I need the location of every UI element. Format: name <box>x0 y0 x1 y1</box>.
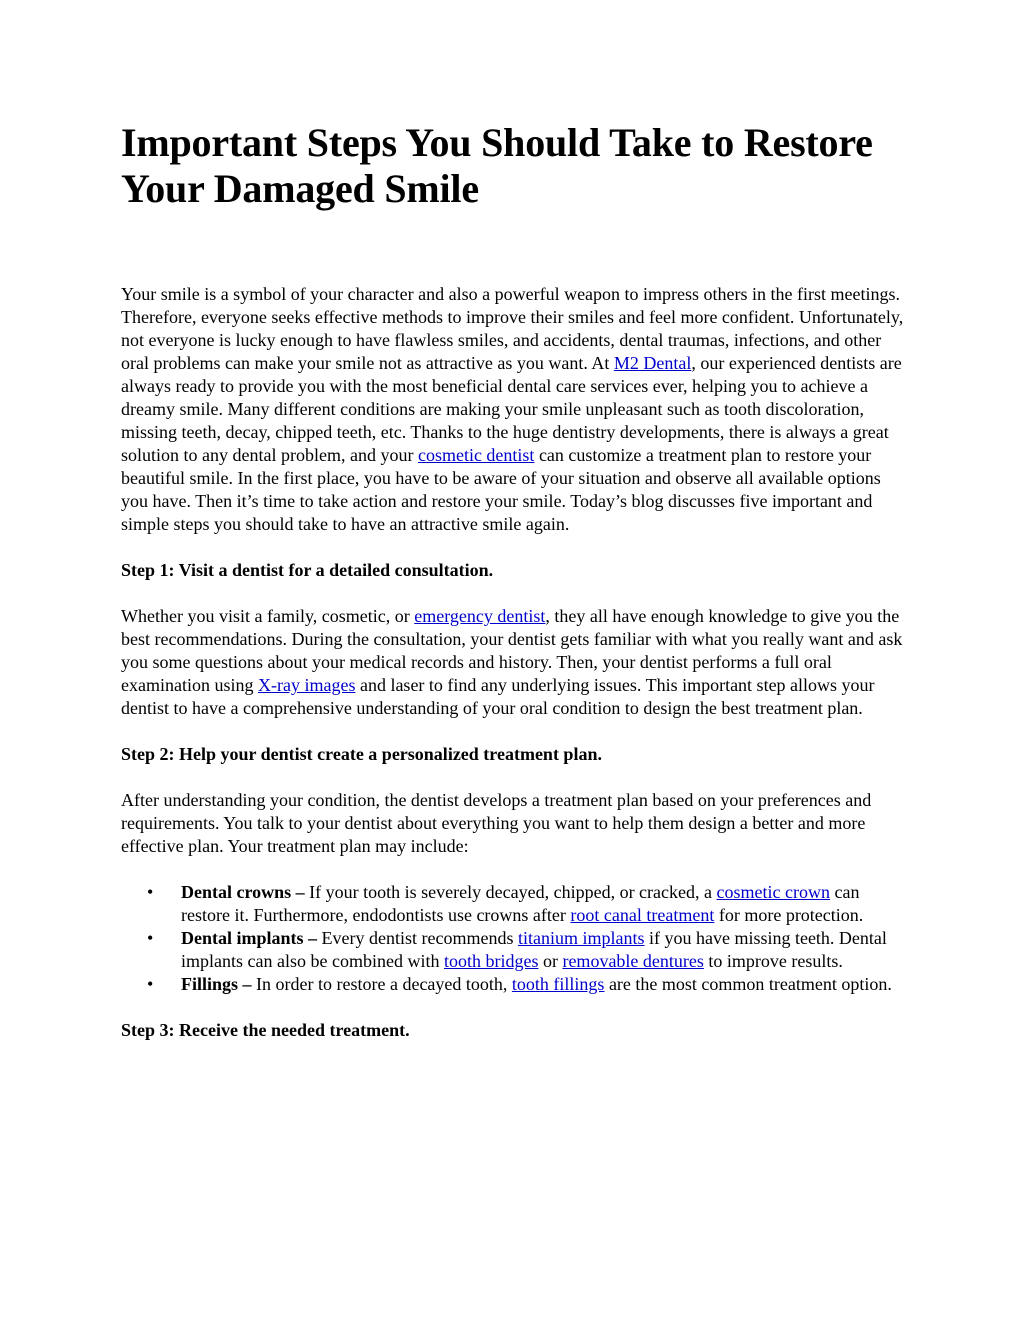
list-item-text: Every dentist recommends <box>317 928 518 948</box>
treatment-list <box>121 881 911 996</box>
tooth-bridges-link[interactable]: tooth bridges <box>443 951 539 971</box>
list-item-text: In order to restore a decayed tooth, <box>251 974 512 994</box>
intro-text-3: can customize a treatment plan to restore your beautiful smile. In the first place, you have to be aware of your situation and observe all available options you have. Then it’s time to take action and restore your smile. Today’s blog discusses five important and simple steps you should take to have an attractive smile again. <box>121 445 881 534</box>
step-1-text-1: Whether you visit a family, cosmetic, or <box>121 606 415 626</box>
cosmetic-dentist-link[interactable]: cosmetic dentist <box>417 445 535 465</box>
list-item-text: If your tooth is severely decayed, chipped, or cracked, a <box>304 882 717 902</box>
page-title: Important Steps You Should Take to Restore Your Damaged Smile <box>121 120 873 211</box>
intro-paragraph <box>121 283 911 536</box>
m2-dental-link[interactable]: M2 Dental <box>613 353 692 373</box>
list-item-text: for more protection. <box>714 905 864 925</box>
intro-text-1: Your smile is a symbol of your character and also a powerful weapon to impress others in the first meetings. Therefore, everyone seeks effective methods to improve their smiles and feel more confident. Unfortunately, not everyone is lucky enough to have flawless smiles, and accidents, dental traumas, infections, and other oral problems can make your smile not as attractive as you want. At <box>121 284 904 373</box>
step-2-paragraph: After understanding your condition, the dentist develops a treatment plan based on your preferences and requirements. You talk to your dentist about everything you want to help them design a better and more effective plan. Your treatment plan may include: <box>121 790 872 856</box>
list-item-text: to improve results. <box>703 951 843 971</box>
list-item-fillings <box>147 973 911 996</box>
list-item-dental-crowns <box>147 881 911 927</box>
step-2-heading: Step 2: Help your dentist create a personalized treatment plan. <box>121 744 602 764</box>
list-item-term: Fillings – <box>181 974 252 994</box>
list-item-text: can restore it. Furthermore, endodontists use crowns after <box>181 882 860 925</box>
removable-dentures-link[interactable]: removable dentures <box>562 951 704 971</box>
list-item-text: are the most common treatment option. <box>604 974 892 994</box>
list-item-text: if you have missing teeth. Dental implants can also be combined with <box>181 928 887 971</box>
step-1-text-3: and laser to find any underlying issues. This important step allows your dentist to have a comprehensive understanding of your oral condition to design the best treatment plan. <box>121 675 875 718</box>
intro-text-2: , our experienced dentists are always ready to provide you with the most beneficial dental care services ever, helping you to achieve a dreamy smile. Many different conditions are making your smile unpleasant such as tooth discoloration, missing teeth, decay, chipped teeth, etc. Thanks to the huge dentistry developments, there is always a great solution to any dental problem, and your <box>121 353 902 465</box>
bullet-icon: • <box>147 882 154 902</box>
list-item-term: Dental implants – <box>181 928 318 948</box>
titanium-implants-link[interactable]: titanium implants <box>517 928 645 948</box>
list-item-dental-implants <box>147 927 911 973</box>
x-ray-images-link[interactable]: X-ray images <box>257 675 356 695</box>
step-1-heading: Step 1: Visit a dentist for a detailed consultation. <box>121 560 494 580</box>
step-1-text-2: , they all have enough knowledge to give you the best recommendations. During the consultation, your dentist gets familiar with what you really want and ask you some questions about your medical records and history. Then, your dentist performs a full oral examination using <box>121 606 903 695</box>
root-canal-treatment-link[interactable]: root canal treatment <box>570 905 715 925</box>
list-item-term: Dental crowns – <box>181 882 305 902</box>
step-1-paragraph <box>121 605 911 720</box>
bullet-icon: • <box>147 928 154 948</box>
cosmetic-crown-link[interactable]: cosmetic crown <box>716 882 830 902</box>
article-body <box>121 283 911 1065</box>
step-3-heading: Step 3: Receive the needed treatment. <box>121 1020 410 1040</box>
tooth-fillings-link[interactable]: tooth fillings <box>511 974 605 994</box>
bullet-icon: • <box>147 974 154 994</box>
list-item-text: or <box>538 951 563 971</box>
emergency-dentist-link[interactable]: emergency dentist <box>414 606 546 626</box>
